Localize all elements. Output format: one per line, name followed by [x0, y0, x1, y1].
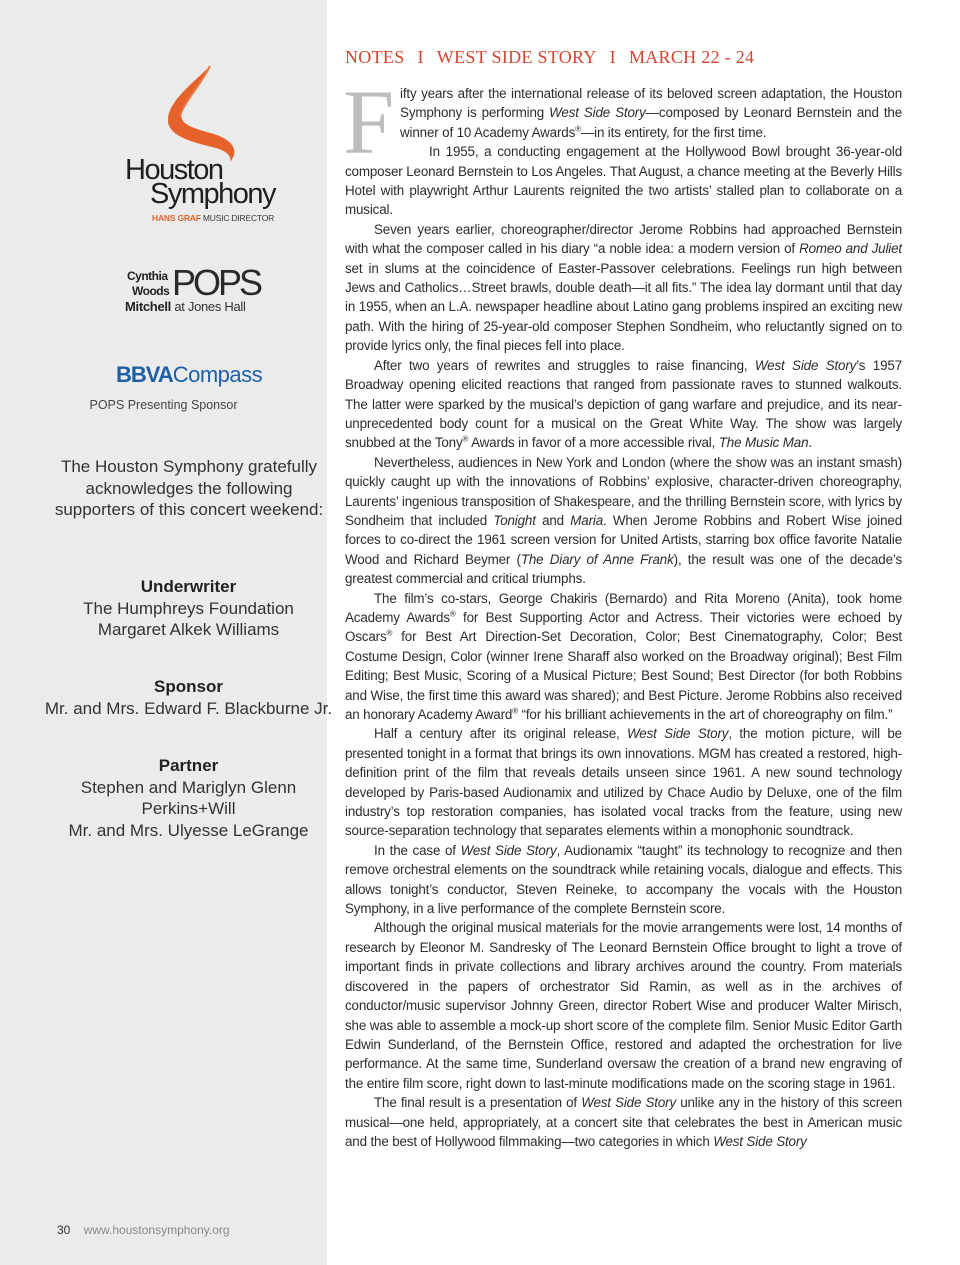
- italic-title: West Side Story: [549, 105, 646, 121]
- running-header: [345, 47, 754, 68]
- pops-cynthia: Cynthia: [127, 269, 168, 283]
- text-run: set in slums at the coincidence of Easter-Passover celebrations. Feelings run high between Jews and Catholics…Street brawls, double death—it all fits.” The idea lay dormant until that day in 1955, when an L.A. newspaper headline about Latino gang problems inspired an exciting new path. With the hiring of 25-year-old composer Stephen Sondheim, who reluctantly signed on to provide lyrics only, the final pieces fell into place.: [345, 260, 902, 354]
- paragraph: [345, 356, 902, 453]
- text-run: Nevertheless, audiences in New York and London (where the show was an instant smash) quickly caught up with the innovations of Robbins’ explosive, character-driven choreography, Laurents’ ingenious transposition of Shakespeare, and the thrilling Bernstein score, with lyrics by Sondheim that included: [345, 454, 902, 528]
- text-run: ifty years after the international release of its beloved screen adaptation, the Houston Symphony is performing: [400, 86, 902, 121]
- credit-name: Stephen and Mariglyn Glenn: [80, 777, 297, 797]
- registered-mark: ®: [575, 124, 581, 134]
- credit-heading: Partner: [158, 756, 219, 775]
- director-name: HANS GRAF: [152, 213, 201, 223]
- italic-title: West Side Story: [460, 842, 557, 858]
- paragraph: [343, 71, 902, 173]
- page-footer: [57, 1223, 230, 1237]
- credit-underwriter: [0, 576, 377, 641]
- website-link[interactable]: www.houstonsymphony.org: [83, 1223, 230, 1237]
- registered-mark: ®: [462, 434, 469, 444]
- credit-sponsor: [0, 676, 377, 719]
- registered-mark: ®: [512, 706, 518, 716]
- text-run: Seven years earlier, choreographer/director Jerome Robbins had approached Bernstein with what the composer called in his diary “a noble idea: a modern version of: [345, 221, 902, 257]
- credit-name: Mr. and Mrs. Ulyesse LeGrange: [68, 820, 309, 840]
- credit-name: Mr. and Mrs. Edward F. Blackburne Jr.: [44, 698, 333, 718]
- header-dates: MARCH 22 - 24: [628, 47, 755, 67]
- header-section: NOTES: [345, 47, 405, 67]
- text-run: for Best Supporting Actor and Actress. Their victories were echoed by Oscars: [345, 609, 902, 645]
- credit-partner: [0, 755, 377, 841]
- houston-symphony-logo: [118, 62, 276, 227]
- pops-logo: [124, 262, 264, 317]
- paragraph: Although the original musical materials for the movie arrangements were lost, 14 months of research by Eleonor M. Sandresky of The Leonard Bernstein Office brought to light a trove of important finds in private collections and library archives around the country. From materials discovered in the papers of orchestrator Sid Ramin, as well as in the archives of conductor/music supervisor Johnny Green, director Robert Wise and producer Walter Mirisch, she was able to assemble a mock-up short score of the complete film. Senior Music Editor Garth Edwin Sunderland, of the Bernstein Office, restored and adapted the orchestration for live performance. At the same time, Sunderland oversaw the creation of a brand new engraving of the entire film score, right down to last-minute modifications made on the scoring stage in 1961.: [345, 920, 902, 1091]
- italic-title: Tonight: [493, 512, 536, 528]
- text-run: .: [808, 435, 812, 451]
- pops-venue: at Jones Hall: [174, 299, 246, 314]
- bbva-compass-logo: [116, 362, 262, 388]
- text-run: —in its entirety, for the first time.: [580, 124, 767, 140]
- paragraph: [345, 841, 902, 919]
- text-run: for Best Art Direction-Set Decoration, Color; Best Cinematography, Color; Best Costume Design, Color (winner Irene Sharaff also worked on the Broadway original); Best Film Editing; Best Music, Scoring of a Musical Picture; Best Sound; Best Director (for both Robbins and Wise, the first time this award was shared); and Best Picture. Jerome Robbins also received an honorary Academy Award: [345, 629, 902, 722]
- pops-mitchell: Mitchell: [125, 299, 171, 314]
- paragraph: [345, 220, 902, 356]
- swoosh-logo-mark: [140, 62, 250, 162]
- registered-mark: ®: [449, 609, 456, 619]
- text-run: Half a century after its original release,: [374, 726, 628, 742]
- logo-music-director: [152, 213, 274, 223]
- credit-name: Perkins+Will: [141, 799, 236, 818]
- text-run: unlike any in the history of this screen musical—one held, appropriately, at a concert site that celebrates the best in American music and the best of Hollywood filmmaking—two categories in which: [345, 1095, 902, 1149]
- paragraph: [345, 453, 902, 589]
- pops-mitchell-line: [125, 299, 246, 314]
- sponsor-caption: POPS Presenting Sponsor: [89, 398, 238, 412]
- text-run: and: [535, 512, 571, 528]
- page-number: 30: [57, 1223, 71, 1237]
- sidebar: [0, 0, 333, 1265]
- text-run: , Audionamix “taught” its technology to recognize and then remove orchestral elements on the soundtrack while retaining vocals, dialogue and effects. This allows tonight’s conductor, Steven Reineke, to accompany the vocals with the Houston Symphony, in a live performance of the complete Bernstein score.: [345, 842, 903, 917]
- italic-title: West Side Story: [754, 357, 857, 373]
- text-run: . When Jerome Robbins and Robert Wise joined forces to co-direct the 1961 screen version for United Artists, starring box office favorite Natalie Wood and Richard Beymer (: [345, 512, 902, 567]
- paragraph: In 1955, a conducting engagement at the Hollywood Bowl brought 36-year-old composer Leonard Bernstein to Los Angeles. That August, a chance meeting at the Beverly Hills Hotel with playwright Arthur Laurents reignited the two artists’ stalled plan to collaborate on a musical.: [345, 144, 902, 218]
- italic-title: The Diary of Anne Frank: [520, 551, 674, 567]
- article-body: [343, 71, 903, 1151]
- logo-text-houston: Houston: [125, 154, 223, 186]
- paragraph: [345, 724, 902, 840]
- header-separator: I: [609, 47, 616, 67]
- logo-text-symphony: Symphony: [150, 178, 276, 210]
- credit-heading: Underwriter: [140, 577, 237, 596]
- italic-title: West Side Story: [713, 1133, 807, 1149]
- text-run: The final result is a presentation of: [374, 1095, 582, 1111]
- italic-title: West Side Story: [627, 726, 729, 742]
- credit-name: Margaret Alkek Williams: [97, 620, 280, 639]
- italic-title: Maria: [570, 512, 603, 528]
- drop-cap: F: [343, 71, 395, 173]
- pops-word: POPS: [172, 262, 261, 303]
- text-run: ’s 1957 Broadway opening elicited reactions that ranged from passionate raves to stunned walkouts. The latter were sparked by the musical’s depiction of gang warfare and prejudice, and its near-unprecedented body count for a musical on the Great White Way. The show was largely snubbed at the Tony: [345, 357, 902, 451]
- text-run: ), the result was one of the decade’s greatest commercial and critical triumphs.: [345, 551, 902, 587]
- header-separator: I: [417, 47, 424, 67]
- compass-word: Compass: [172, 362, 263, 387]
- acknowledgement-text: The Houston Symphony gratefully acknowledges the following supporters of this concert weekend:: [54, 457, 324, 519]
- registered-mark: ®: [386, 628, 393, 638]
- bbva-word: BBVA: [116, 362, 173, 387]
- italic-title: Romeo and Juliet: [799, 241, 902, 257]
- paragraph: [345, 1093, 902, 1151]
- paragraph: [345, 589, 902, 725]
- text-run: —composed by Leonard Bernstein and the winner of 10 Academy Awards: [400, 105, 902, 140]
- text-run: In the case of: [374, 842, 461, 858]
- text-run: , the motion picture, will be presented tonight in a format that brings its own innovations. MGM has created a restored, high-definition print of the film that reveals details unseen since 1961. A new sound technology developed by Paris-based Audionamix and utilized by Chace Audio by Deluxe, one of the film industry’s top restoration companies, has isolated vocal tracks from the feature, using new source-separation technology that separates elements within a monophonic soundtrack.: [345, 726, 902, 839]
- text-run: After two years of rewrites and struggles to raise financing,: [374, 357, 755, 373]
- header-title: WEST SIDE STORY: [436, 47, 597, 67]
- pops-woods: Woods: [132, 284, 170, 298]
- credit-heading: Sponsor: [154, 677, 223, 696]
- italic-title: The Music Man: [718, 435, 809, 451]
- credit-name: The Humphreys Foundation: [83, 598, 294, 618]
- text-run: The film’s co-stars, George Chakiris (Bernardo) and Rita Moreno (Anita), took home Academy Awards: [345, 590, 902, 625]
- text-run: “for his brilliant achievements in the art of choreography on film.”: [517, 707, 893, 722]
- italic-title: West Side Story: [581, 1095, 676, 1111]
- director-title: MUSIC DIRECTOR: [202, 213, 275, 223]
- text-run: Awards in favor of a more accessible rival,: [468, 435, 719, 451]
